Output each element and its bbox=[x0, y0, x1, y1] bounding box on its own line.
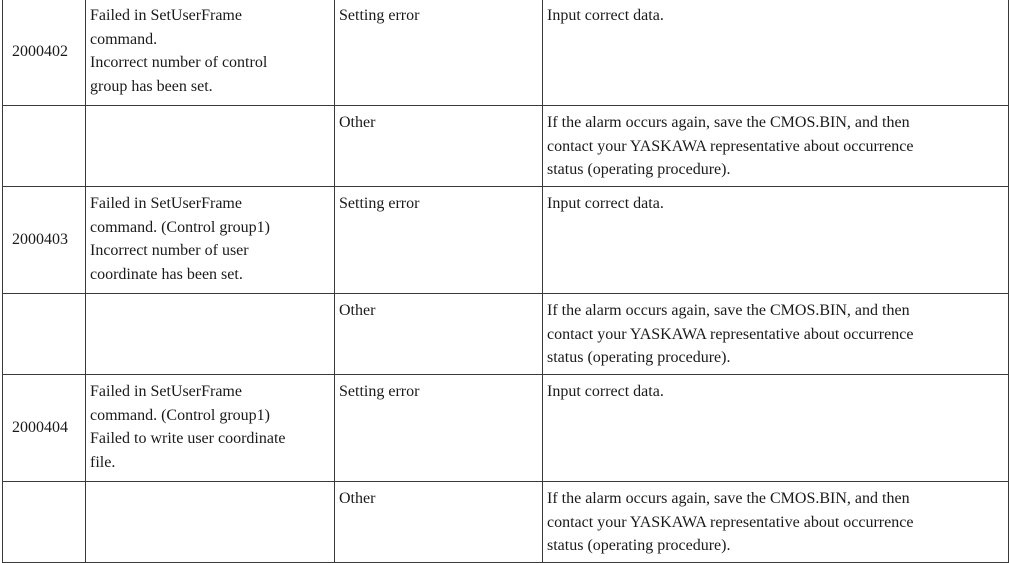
alarm-description bbox=[86, 187, 335, 294]
description-line: file. bbox=[90, 453, 116, 471]
alarm-remedy bbox=[543, 0, 1009, 106]
alarm-description bbox=[86, 375, 335, 482]
alarm-code bbox=[3, 482, 86, 563]
alarm-table bbox=[2, 0, 1009, 563]
alarm-remedy bbox=[543, 294, 1009, 375]
table-row bbox=[3, 294, 1009, 375]
table-row bbox=[3, 187, 1009, 294]
alarm-remedy bbox=[543, 482, 1009, 563]
remedy-line: Input correct data. bbox=[547, 383, 664, 400]
alarm-cause: Setting error bbox=[335, 0, 543, 106]
description-line: Failed to write user coordinate bbox=[90, 430, 286, 447]
remedy-line: contact your YASKAWA representative about occurrence bbox=[547, 513, 914, 531]
alarm-code: 2000402 bbox=[3, 0, 86, 106]
alarm-remedy bbox=[543, 375, 1009, 482]
alarm-cause: Other bbox=[335, 106, 543, 187]
alarm-code: 2000403 bbox=[3, 187, 86, 294]
table-row bbox=[3, 0, 1009, 106]
description-line: group has been set. bbox=[90, 77, 213, 95]
alarm-cause: Other bbox=[335, 294, 543, 375]
remedy-line: If the alarm occurs again, save the CMOS.BIN, and then bbox=[547, 490, 910, 507]
description-line: command. (Control group1) bbox=[90, 218, 270, 236]
remedy-line: If the alarm occurs again, save the CMOS.BIN, and then bbox=[547, 302, 910, 319]
description-line: Incorrect number of control bbox=[90, 54, 268, 71]
table-row bbox=[3, 482, 1009, 563]
description-line: command. bbox=[90, 30, 158, 48]
alarm-description bbox=[86, 0, 335, 106]
remedy-line: If the alarm occurs again, save the CMOS.BIN, and then bbox=[547, 114, 910, 131]
remedy-line: Input correct data. bbox=[547, 7, 664, 24]
alarm-code bbox=[3, 294, 86, 375]
description-line: Failed in SetUserFrame bbox=[90, 195, 242, 212]
alarm-code bbox=[3, 106, 86, 187]
remedy-line: contact your YASKAWA representative about occurrence bbox=[547, 325, 914, 343]
alarm-code: 2000404 bbox=[3, 375, 86, 482]
description-line: command. (Control group1) bbox=[90, 406, 270, 424]
alarm-remedy bbox=[543, 106, 1009, 187]
description-line: Incorrect number of user bbox=[90, 242, 249, 259]
remedy-line: Input correct data. bbox=[547, 195, 664, 212]
alarm-description bbox=[86, 294, 335, 375]
alarm-cause: Setting error bbox=[335, 187, 543, 294]
alarm-cause: Other bbox=[335, 482, 543, 563]
table-row bbox=[3, 106, 1009, 187]
alarm-description bbox=[86, 106, 335, 187]
alarm-cause: Setting error bbox=[335, 375, 543, 482]
table-row bbox=[3, 375, 1009, 482]
description-line: Failed in SetUserFrame bbox=[90, 7, 242, 24]
description-line: coordinate has been set. bbox=[90, 265, 243, 283]
remedy-line: status (operating procedure). bbox=[547, 537, 731, 554]
alarm-description bbox=[86, 482, 335, 563]
remedy-line: status (operating procedure). bbox=[547, 161, 731, 178]
description-line: Failed in SetUserFrame bbox=[90, 383, 242, 400]
remedy-line: status (operating procedure). bbox=[547, 349, 731, 366]
alarm-remedy bbox=[543, 187, 1009, 294]
remedy-line: contact your YASKAWA representative about occurrence bbox=[547, 137, 914, 155]
